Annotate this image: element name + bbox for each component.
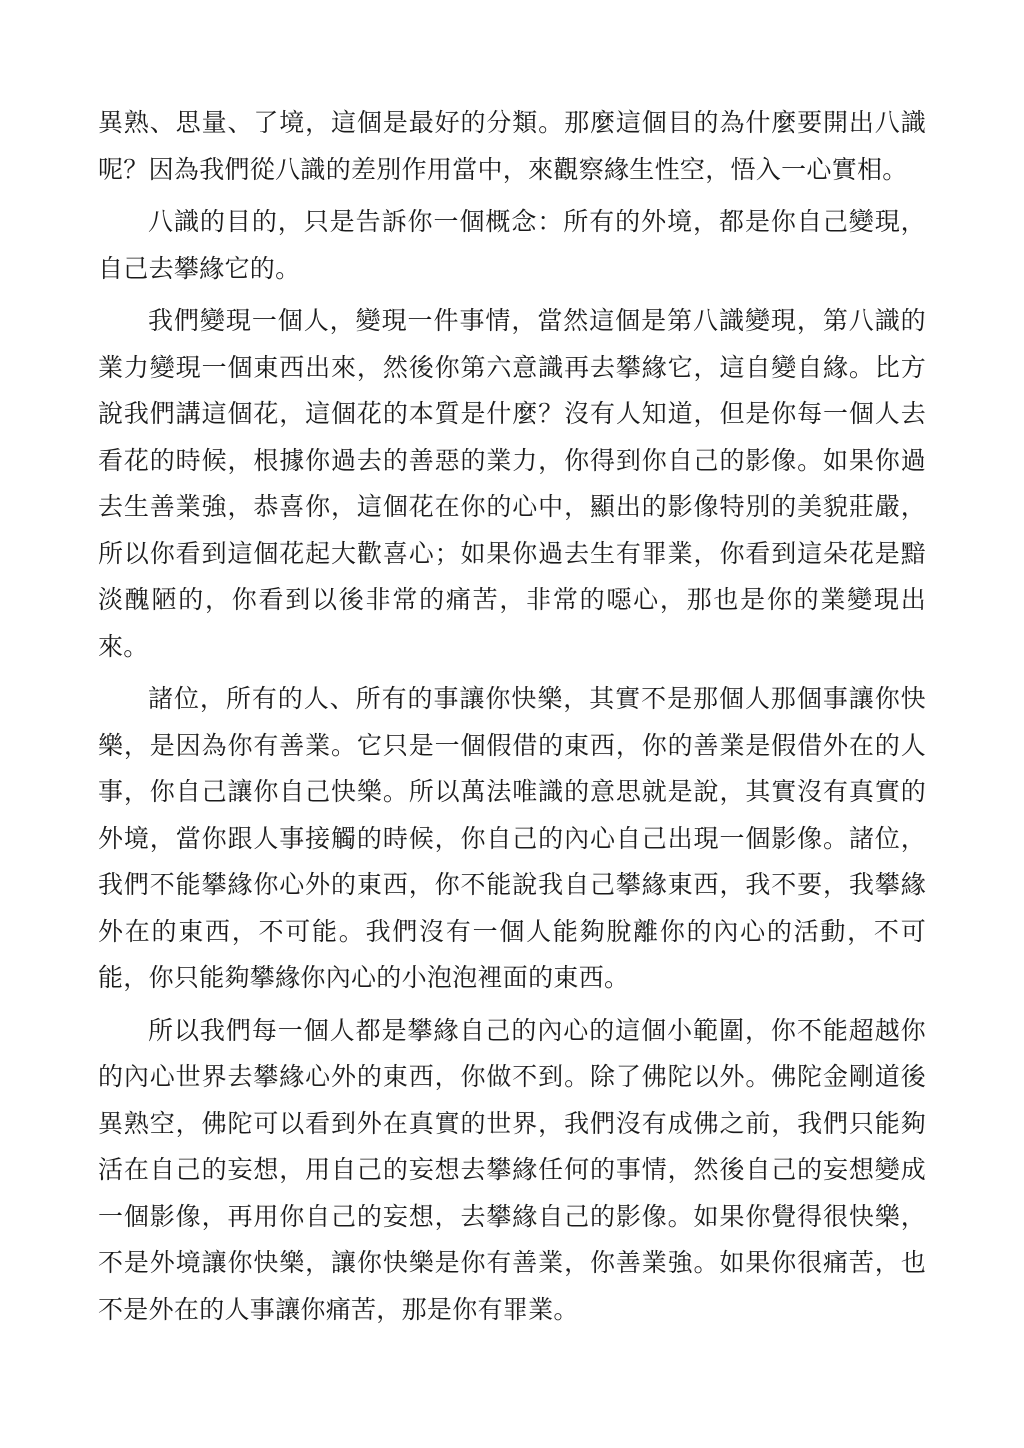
paragraph-2: 八識的目的，只是告訴你一個概念：所有的外境，都是你自己變現，自己去攀緣它的。 — [98, 207, 926, 283]
document-page — [98, 100, 926, 1339]
paragraph-4: 諸位，所有的人、所有的事讓你快樂，其實不是那個人那個事讓你快樂，是因為你有善業。它只是一個假借的東西，你的善業是假借外在的人事，你自己讓你自己快樂。所以萬法唯識的意思就是說，其實沒有真實的外境，當你跟人事接觸的時候，你自己的內心自己出現一個影像。諸位，我們不能攀緣你心外的東西，你不能說我自己攀緣東西，我不要，我攀緣外在的東西，不可能。我們沒有一個人能夠脫離你的內心的活動，不可能，你只能夠攀緣你內心的小泡泡裡面的東西。 — [98, 684, 926, 992]
paragraph-3: 我們變現一個人，變現一件事情，當然這個是第八識變現，第八識的業力變現一個東西出來，然後你第六意識再去攀緣它，這自變自緣。比方說我們講這個花，這個花的本質是什麼？沒有人知道，但是你每一個人去看花的時候，根據你過去的善惡的業力，你得到你自己的影像。如果你過去生善業強，恭喜你，這個花在你的心中，顯出的影像特別的美貌莊嚴，所以你看到這個花起大歡喜心；如果你過去生有罪業，你看到這朵花是黯淡醜陋的，你看到以後非常的痛苦，非常的噁心，那也是你的業變現出來。 — [98, 306, 926, 661]
paragraph-5: 所以我們每一個人都是攀緣自己的內心的這個小範圍，你不能超越你的內心世界去攀緣心外的東西，你做不到。除了佛陀以外。佛陀金剛道後異熟空，佛陀可以看到外在真實的世界，我們沒有成佛之前，我們只能夠活在自己的妄想，用自己的妄想去攀緣任何的事情，然後自己的妄想變成一個影像，再用你自己的妄想，去攀緣自己的影像。如果你覺得很快樂，不是外境讓你快樂，讓你快樂是你有善業，你善業強。如果你很痛苦，也不是外在的人事讓你痛苦，那是你有罪業。 — [98, 1015, 926, 1324]
paragraph-1: 異熟、思量、了境，這個是最好的分類。那麼這個目的為什麼要開出八識呢？因為我們從八識的差別作用當中，來觀察緣生性空，悟入一心實相。 — [98, 108, 926, 184]
